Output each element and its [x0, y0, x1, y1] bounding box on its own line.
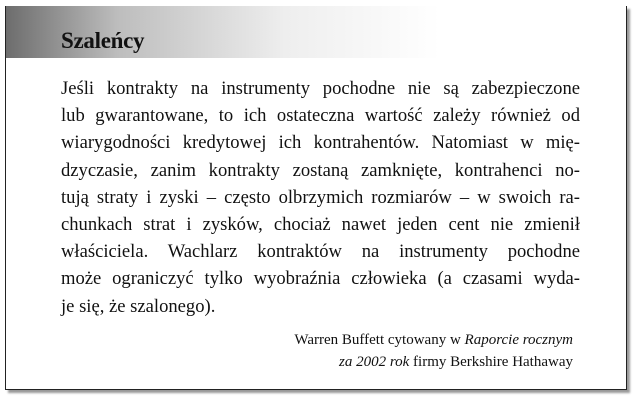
quote-box	[5, 6, 627, 390]
attribution	[294, 329, 573, 373]
attribution-source-title: za 2002 rok	[339, 354, 410, 370]
quote-title: Szaleńcy	[61, 28, 145, 53]
paragraph-line: właściciela. Wachlarz kontraktów na instrumenty pochodne	[61, 241, 580, 263]
paragraph-line: lub gwarantowane, to ich ostateczna wartość zależy również od	[61, 105, 580, 127]
attribution-source-title: Raporcie rocznym	[464, 332, 573, 348]
quote-header	[6, 6, 626, 58]
paragraph-line: je się, że szalonego).	[61, 295, 216, 317]
attribution-text: firmy Berkshire Hathaway	[409, 354, 573, 370]
attribution-text: Warren Buffett cytowany w	[294, 332, 465, 348]
paragraph-line: chunkach strat i zysków, chociaż nawet jeden cent nie zmienił	[61, 214, 580, 236]
paragraph-line: Jeśli kontrakty na instrumenty pochodne nie są zabezpieczone	[61, 78, 580, 99]
paragraph-line: tują straty i zyski – często olbrzymich rozmiarów – w swoich ra-	[61, 186, 580, 208]
paragraph-line: dzyczasie, zanim kontrakty zostaną zamknięte, kontrahenci no-	[61, 159, 580, 181]
paragraph-line: może ograniczyć tylko wyobraźnia człowieka (a czasami wyda-	[61, 268, 580, 290]
quote-paragraph	[61, 75, 580, 320]
paragraph-line: wiarygodności kredytowej ich kontrahentów. Natomiast w mię-	[61, 132, 580, 154]
